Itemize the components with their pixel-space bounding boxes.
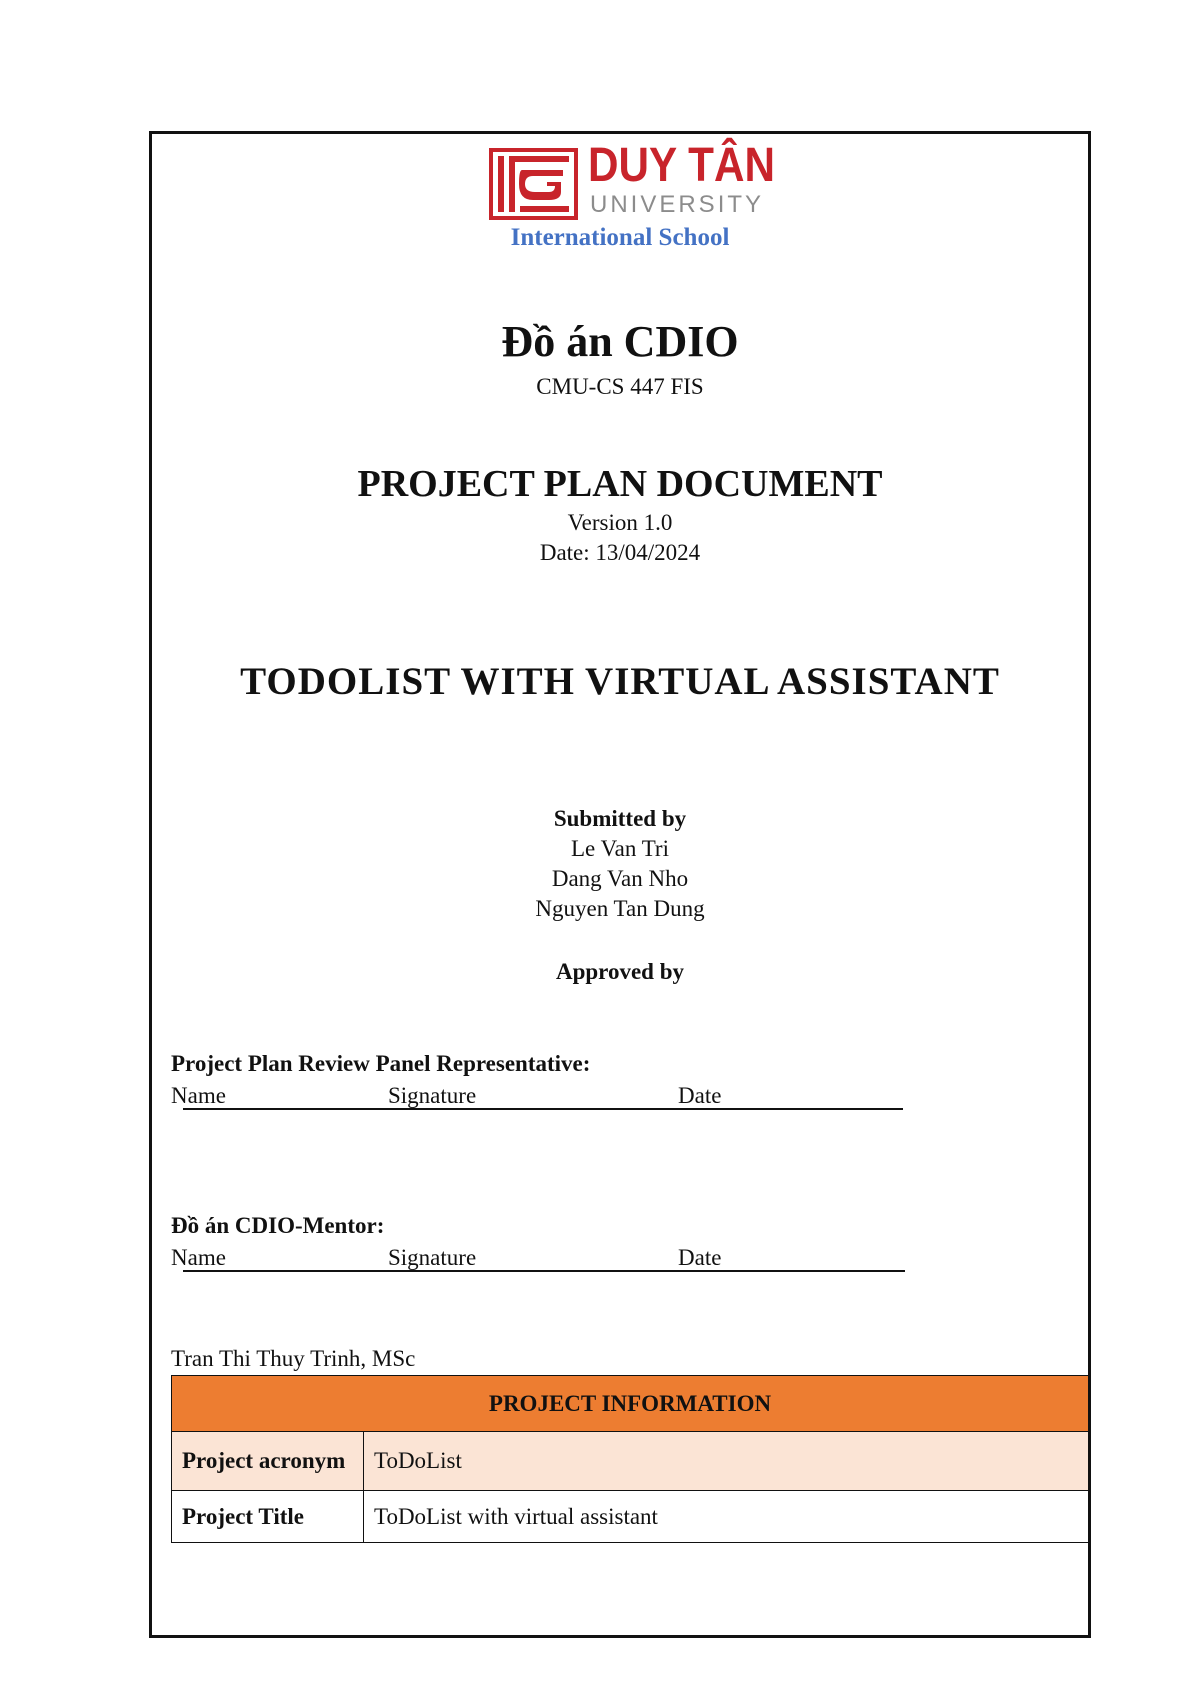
member-name: Dang Van Nho [551,866,689,891]
table-row [172,1491,1089,1543]
project-acronym-label: Project acronym [172,1432,364,1491]
signature-field-label: Signature [388,1245,477,1270]
page-title: Đồ án CDIO [501,317,739,366]
date-field-label: Date [678,1083,722,1108]
logo-brand: DUY TÂN [588,139,775,192]
mentor-name: Tran Thi Thuy Trinh, MSc [171,1346,416,1371]
duy-tan-logo-icon [489,148,578,220]
date-field-label: Date [678,1245,722,1270]
project-info-table [171,1375,1089,1543]
course-code: CMU-CS 447 FIS [536,374,704,399]
mentor-section-label: Đồ án CDIO-Mentor: [171,1213,385,1238]
document-type: PROJECT PLAN DOCUMENT [357,463,883,505]
member-name: Nguyen Tan Dung [535,896,705,921]
review-panel-label: Project Plan Review Panel Representative: [171,1051,591,1076]
approved-by-label: Approved by [555,959,685,984]
project-name: TODOLIST WITH VIRTUAL ASSISTANT [240,660,1000,703]
project-acronym-value: ToDoList [364,1432,1089,1491]
school-name: International School [510,224,730,251]
project-info-header: PROJECT INFORMATION [172,1376,1089,1432]
logo-subtitle: UNIVERSITY [590,191,765,218]
version: Version 1.0 [567,510,673,535]
signature-field-label: Signature [388,1083,477,1108]
name-field-label: Name [171,1245,226,1270]
review-panel-signature-line [171,1082,903,1112]
submitted-by-label: Submitted by [553,806,687,831]
member-name: Le Van Tri [571,836,669,861]
project-title-label: Project Title [172,1491,364,1543]
table-row [172,1432,1089,1491]
mentor-signature-line [171,1244,905,1274]
name-field-label: Name [171,1083,226,1108]
document-date: Date: 13/04/2024 [539,540,701,565]
project-title-value: ToDoList with virtual assistant [364,1491,1089,1543]
